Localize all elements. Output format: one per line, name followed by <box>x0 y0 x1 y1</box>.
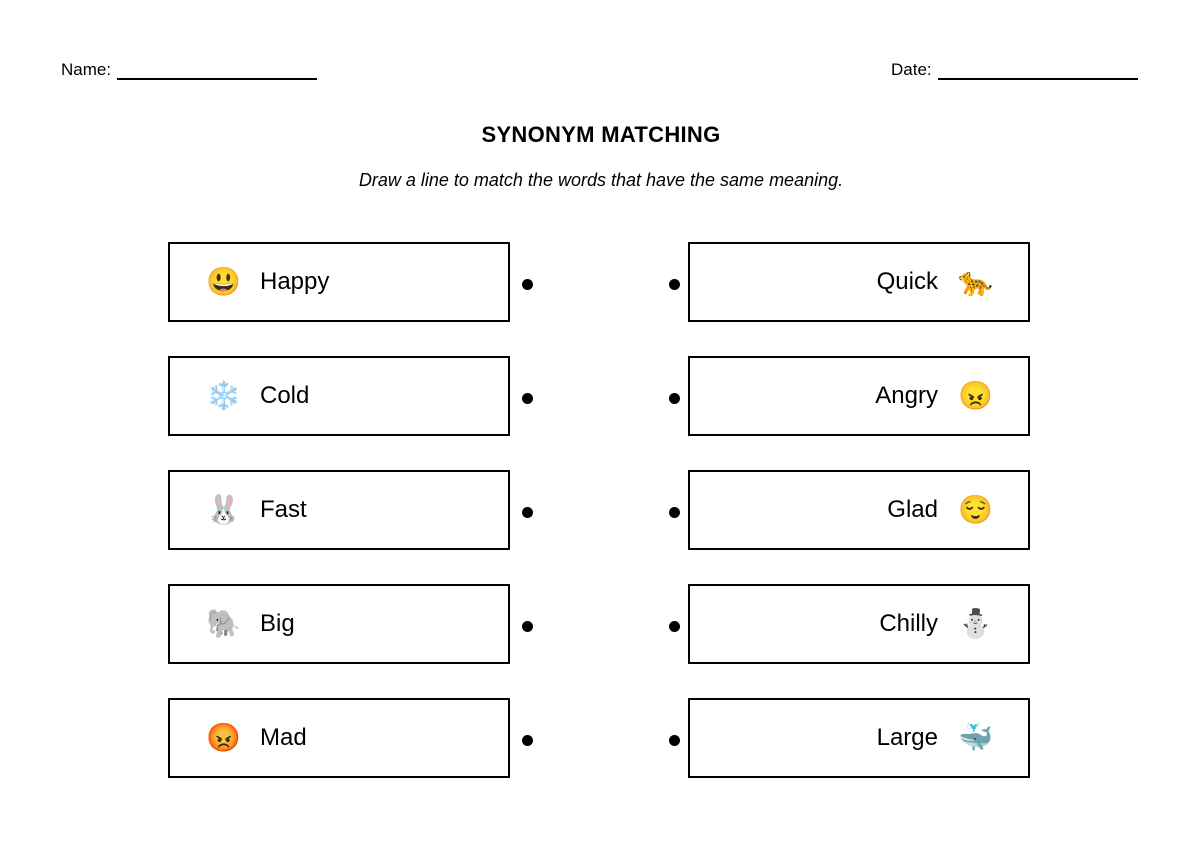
relieved-face-icon: 😌 <box>958 494 993 525</box>
left-match-dot[interactable] <box>522 279 533 290</box>
right-word: Quick <box>876 268 938 295</box>
left-word-box-happy <box>168 242 510 322</box>
left-word-box-big <box>168 584 510 664</box>
left-word: Big <box>260 610 295 637</box>
leopard-icon: 🐆 <box>958 266 993 297</box>
left-word: Cold <box>260 382 310 409</box>
right-word: Angry <box>875 382 938 409</box>
right-match-dot[interactable] <box>669 507 680 518</box>
spouting-whale-icon: 🐳 <box>958 722 993 753</box>
name-label: Name: <box>61 60 112 79</box>
right-word-box-quick <box>688 242 1030 322</box>
right-word-box-chilly <box>688 584 1030 664</box>
right-match-dot[interactable] <box>669 621 680 632</box>
right-word-box-angry <box>688 356 1030 436</box>
left-word-box-mad <box>168 698 510 778</box>
snowman-icon: ⛄ <box>958 608 993 639</box>
elephant-icon: 🐘 <box>206 608 241 639</box>
left-word: Fast <box>260 496 307 523</box>
worksheet-title: SYNONYM MATCHING <box>481 122 721 147</box>
name-blank-line[interactable] <box>117 64 317 80</box>
name-field[interactable] <box>61 60 317 80</box>
rabbit-face-icon: 🐰 <box>206 494 241 525</box>
right-match-dot[interactable] <box>669 393 680 404</box>
pouting-face-icon: 😡 <box>206 722 241 753</box>
snowflake-icon: ❄️ <box>206 380 241 411</box>
date-label: Date: <box>891 60 932 79</box>
left-word-box-fast <box>168 470 510 550</box>
right-word: Large <box>876 724 938 751</box>
right-word-box-large <box>688 698 1030 778</box>
date-field[interactable] <box>891 60 1138 80</box>
right-word: Chilly <box>879 610 938 637</box>
instructions: Draw a line to match the words that have the same meaning. <box>358 170 844 190</box>
left-match-dot[interactable] <box>522 621 533 632</box>
left-match-dot[interactable] <box>522 507 533 518</box>
date-blank-line[interactable] <box>938 64 1138 80</box>
left-match-dot[interactable] <box>522 735 533 746</box>
right-match-dot[interactable] <box>669 735 680 746</box>
right-match-dot[interactable] <box>669 279 680 290</box>
grinning-face-icon: 😃 <box>206 266 241 297</box>
left-word: Mad <box>260 724 307 751</box>
angry-face-icon: 😠 <box>958 380 993 411</box>
right-word-box-glad <box>688 470 1030 550</box>
left-match-dot[interactable] <box>522 393 533 404</box>
left-word-box-cold <box>168 356 510 436</box>
right-word: Glad <box>887 496 938 523</box>
left-word: Happy <box>260 268 330 295</box>
